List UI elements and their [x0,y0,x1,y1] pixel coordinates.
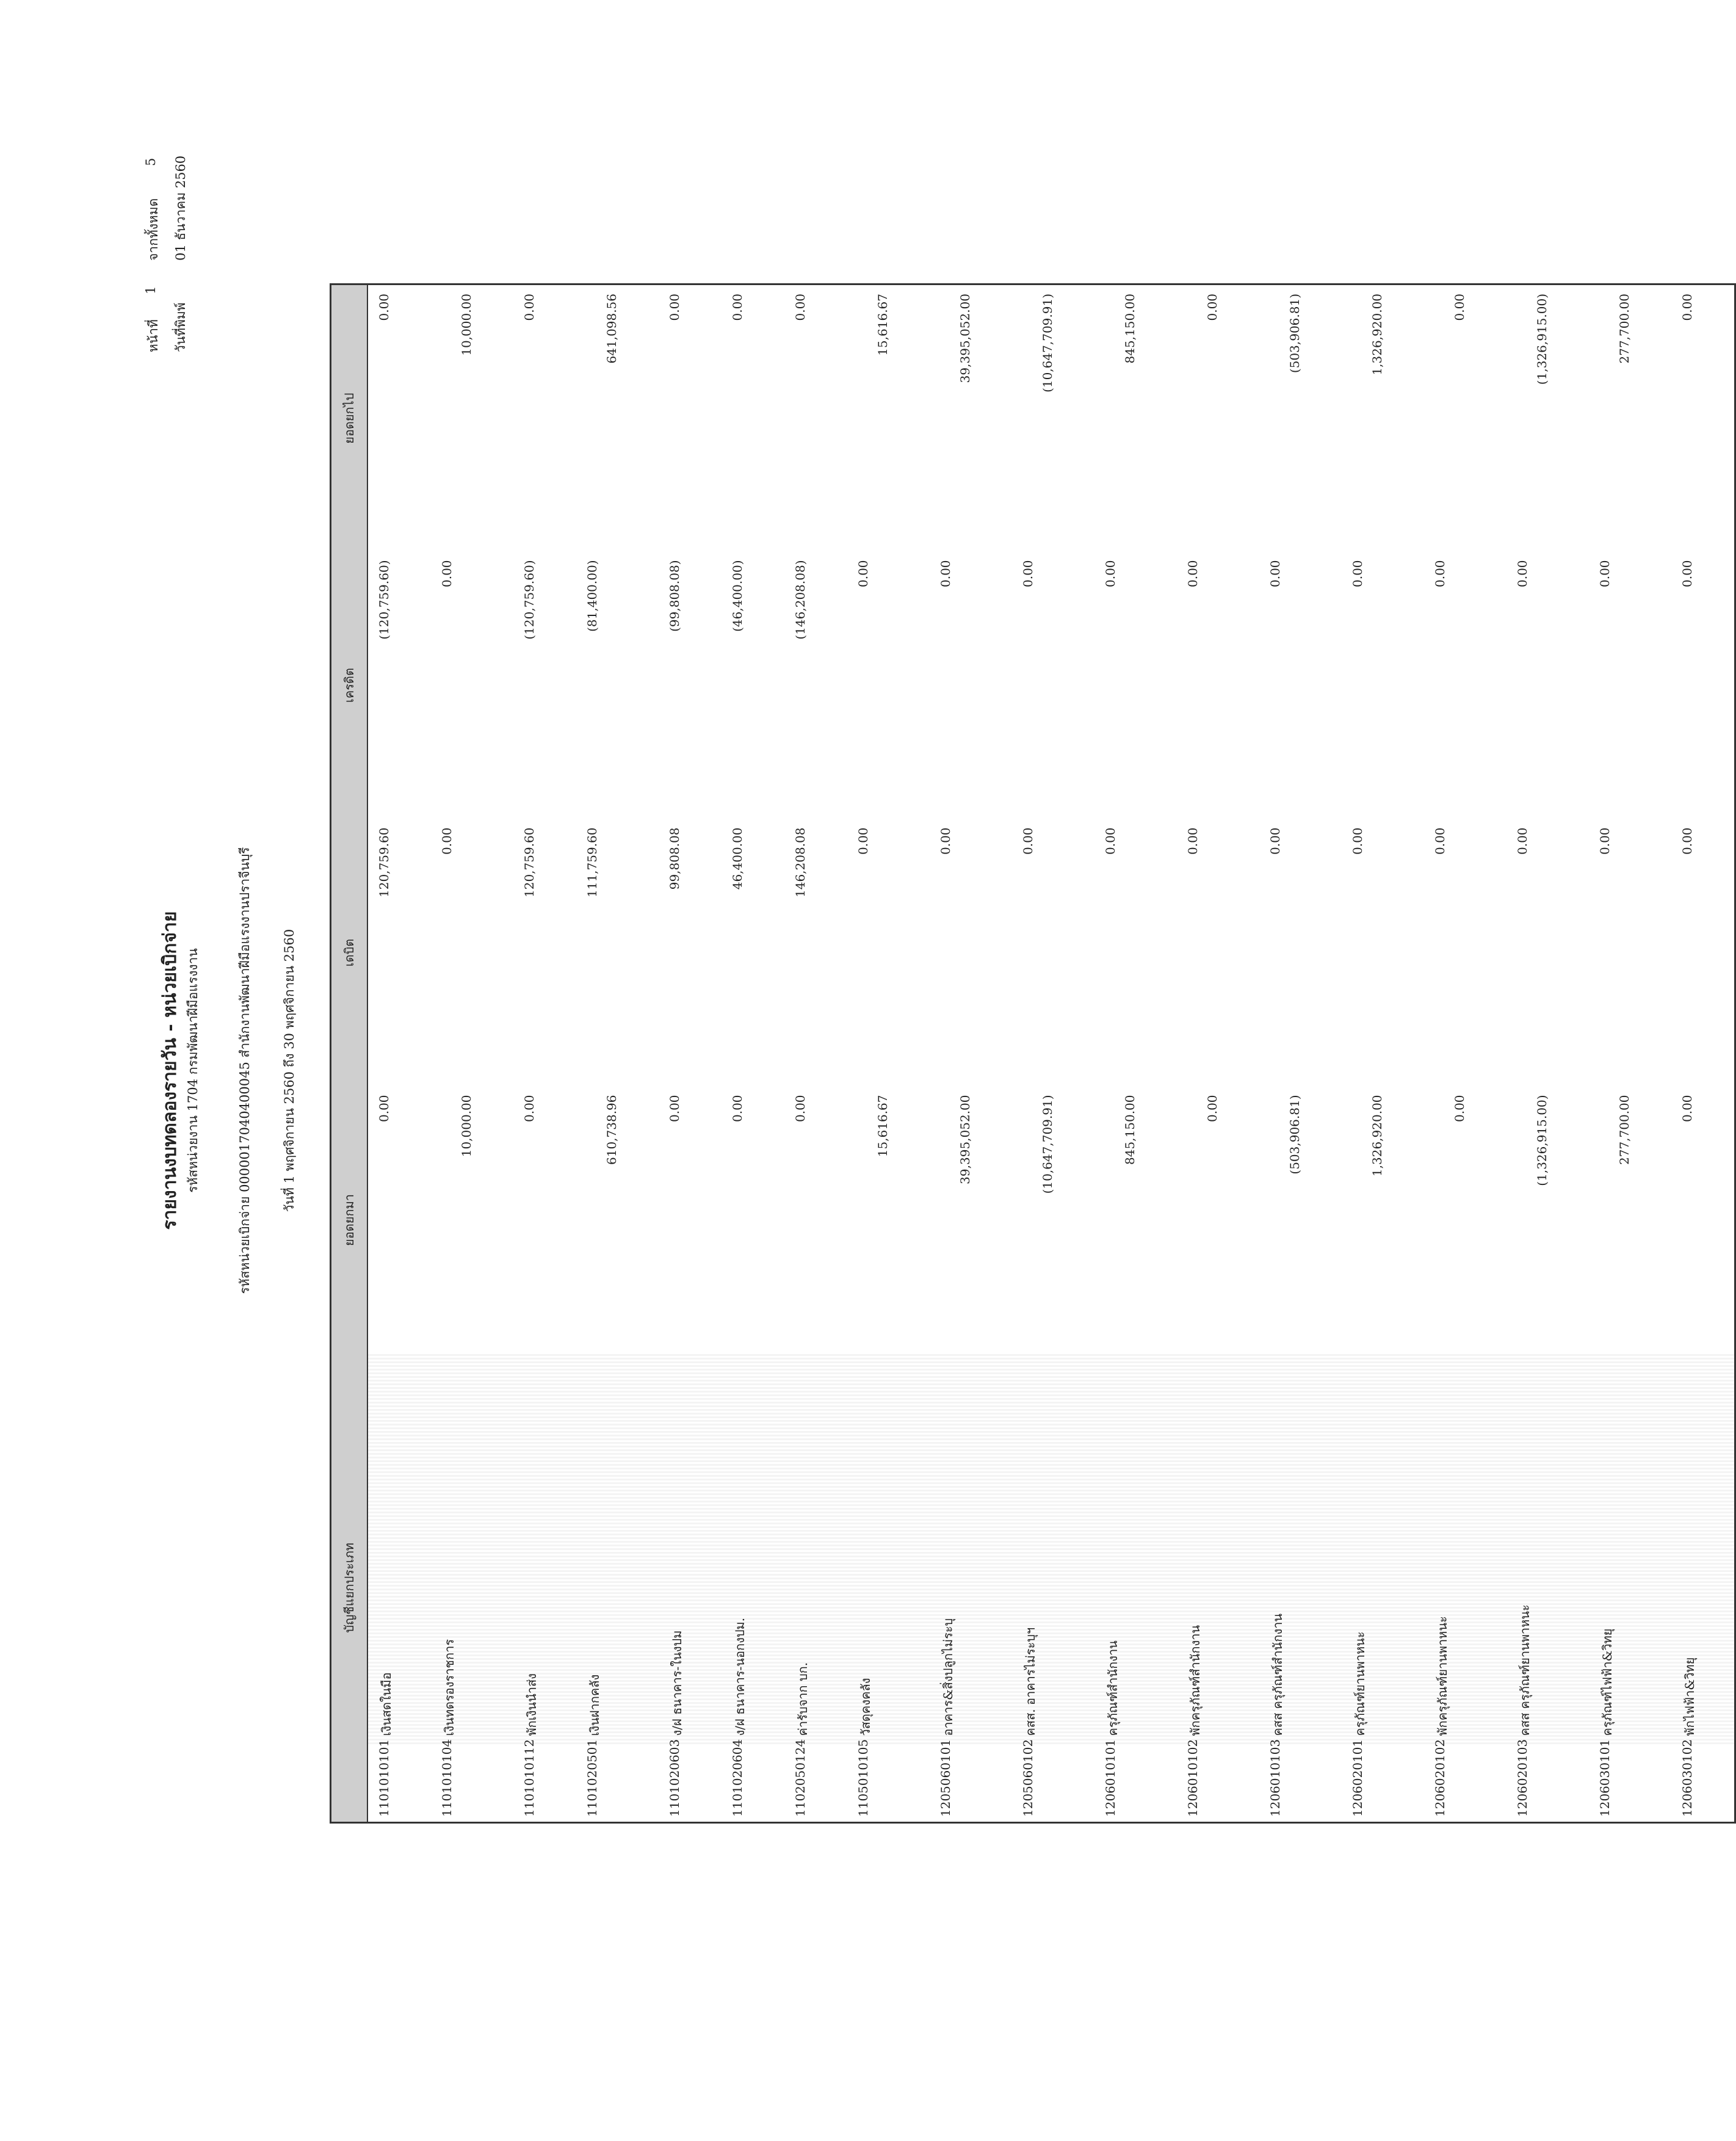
brought-forward-value: 15,616.67 [875,1095,890,1157]
debit-value: 0.00 [1185,827,1200,855]
debit-value: 146,208.08 [793,827,808,897]
date-range: วันที่ 1 พฤศจิกายน 2560 ถึง 30 พฤศจิกายน 2560 [282,929,297,1212]
debit-value: 0.00 [856,827,870,855]
table-row [1671,284,1735,1822]
table-row [722,284,784,1822]
print-date-label: วันที่พิมพ์ [173,302,188,352]
brought-forward-value: 0.00 [667,1095,682,1123]
print-date: 01 ธันวาคม 2560 [173,155,188,261]
account-name: ครุภัณฑ์ไฟฟ้า&วิทยุ [1589,1353,1671,1744]
brought-forward-value: (503,906.81) [1287,1095,1302,1175]
table-row [1094,284,1177,1822]
debit-value: 99,808.08 [667,827,682,890]
carried-forward-value: 0.00 [1680,293,1694,321]
table-body [367,284,1735,1822]
brought-forward-value: 0.00 [1452,1095,1467,1123]
account-name: เงินฝากคลัง [576,1353,659,1744]
credit-value: (46,400.00) [730,560,745,632]
brought-forward-value: 10,000.00 [459,1095,474,1157]
debit-value: 0.00 [1350,827,1365,855]
account-name: คสส ครุภัณฑ์ยานพาหนะ [1506,1353,1589,1744]
brought-forward-value: 845,150.00 [1123,1095,1137,1165]
debit-value: 0.00 [1268,827,1282,855]
col-header-debit: เดบิต [331,819,368,1086]
brought-forward-value: 0.00 [522,1095,537,1123]
account-name: เงินสดในมือ [367,1353,431,1744]
carried-forward-value: 1,326,920.00 [1370,293,1384,375]
brought-forward-value: 277,700.00 [1617,1095,1632,1165]
account-code: 1101020603 [667,1739,682,1817]
debit-value: 0.00 [439,827,454,855]
carried-forward-value: 0.00 [730,293,745,321]
brought-forward-value: (1,326,915.00) [1535,1095,1549,1186]
account-code: 1101020604 [730,1739,745,1817]
carried-forward-value: (1,326,915.00) [1535,293,1549,385]
account-code: 1206030101 [1597,1739,1612,1817]
brought-forward-value: 610,738.96 [604,1095,619,1165]
account-code: 1206020101 [1350,1739,1365,1817]
credit-value: 0.00 [1515,560,1530,588]
account-code: 1206020103 [1515,1739,1530,1817]
account-name: ครุภัณฑ์ยานพาหนะ [1342,1353,1424,1744]
credit-value: 0.00 [856,560,870,588]
trial-balance-table [330,283,1736,1824]
debit-value: 120,759.60 [522,827,537,897]
account-code: 1206010103 [1268,1739,1282,1817]
account-name: พักครุภัณฑ์สำนักงาน [1177,1353,1259,1744]
credit-value: 0.00 [1185,560,1200,588]
account-name: พักครุภัณฑ์ยานพาหนะ [1424,1353,1506,1744]
debit-value: 120,759.60 [377,827,391,897]
disbursement-unit: รหัสหน่วยเบิกจ่าย 0000017040400045 สำนักงานพัฒนาฝีมือแรงงานปราจีนบุรี [237,847,252,1294]
debit-value: 0.00 [1680,827,1694,855]
account-code: 1206010101 [1103,1739,1118,1817]
brought-forward-value: 0.00 [793,1095,808,1123]
col-header-carried-forward: ยอดยกไป [331,284,368,551]
debit-value: 0.00 [938,827,953,855]
of-label: จากทั้งหมด [146,198,161,261]
table-row [1506,284,1589,1822]
credit-value: (81,400.00) [585,560,599,632]
debit-value: 111,759.60 [585,827,599,897]
carried-forward-value: 0.00 [522,293,537,321]
carried-forward-value: (10,647,709.91) [1040,293,1055,393]
carried-forward-value: 0.00 [377,293,391,321]
credit-value: 0.00 [1433,560,1447,588]
carried-forward-value: 641,098.56 [604,293,619,364]
page-number: 1 [143,286,158,294]
brought-forward-value: 0.00 [377,1095,391,1123]
carried-forward-value: 0.00 [1452,293,1467,321]
carried-forward-value: 0.00 [793,293,808,321]
carried-forward-value: 10,000.00 [459,293,474,356]
account-name: พักไฟฟ้า&วิทยุ [1671,1353,1735,1744]
credit-value: 0.00 [1021,560,1035,588]
table-row [1342,284,1424,1822]
table-header-row [331,284,368,1822]
credit-value: 0.00 [1597,560,1612,588]
debit-value: 46,400.00 [730,827,745,890]
account-code: 1101010101 [377,1739,391,1817]
report-title: รายงานงบทดลองรายวัน - หน่วยเบิกจ่าย [159,911,181,1230]
brought-forward-value: 1,326,920.00 [1370,1095,1384,1177]
table-row [1177,284,1259,1822]
carried-forward-value: 39,395,052.00 [958,293,972,383]
table-row [1259,284,1342,1822]
table-row [930,284,1012,1822]
brought-forward-value: 0.00 [730,1095,745,1123]
col-header-credit: เครดิต [331,551,368,819]
account-name: ครุภัณฑ์สำนักงาน [1094,1353,1177,1744]
credit-value: 0.00 [1268,560,1282,588]
carried-forward-value: (503,906.81) [1287,293,1302,374]
debit-value: 0.00 [1515,827,1530,855]
page-label: หน้าที่ [146,319,161,352]
carried-forward-value: 277,700.00 [1617,293,1632,364]
account-name: อาคาร&สิ่งปลูกไม่ระบุ [930,1353,1012,1744]
debit-value: 0.00 [1021,827,1035,855]
account-name: คสส ครุภัณฑ์สำนักงาน [1259,1353,1342,1744]
credit-value: (99,808.08) [667,560,682,632]
table-row [1424,284,1506,1822]
account-code: 1105010105 [856,1739,870,1817]
debit-value: 0.00 [1597,827,1612,855]
table-row [1012,284,1094,1822]
credit-value: (120,759.60) [377,560,391,640]
col-header-account: บัญชีแยกประเภท [331,1353,368,1822]
account-name: วัสดุคงคลัง [847,1353,930,1744]
brought-forward-value: 39,395,052.00 [958,1095,972,1184]
total-pages: 5 [143,158,158,166]
brought-forward-value: 0.00 [1680,1095,1694,1123]
credit-value: (146,208.08) [793,560,808,640]
credit-value: 0.00 [938,560,953,588]
table-row [431,284,513,1822]
carried-forward-value: 845,150.00 [1123,293,1137,364]
credit-value: 0.00 [1680,560,1694,588]
credit-value: 0.00 [439,560,454,588]
brought-forward-value: 0.00 [1205,1095,1220,1123]
account-name: ค่ารับจาก บก. [784,1353,847,1744]
table-row [847,284,930,1822]
debit-value: 0.00 [1103,827,1118,855]
col-header-brought-forward: ยอดยกมา [331,1086,368,1353]
account-name: พักเงินนำส่ง [513,1353,576,1744]
account-code: 1206010102 [1185,1739,1200,1817]
table-row [659,284,722,1822]
debit-value: 0.00 [1433,827,1447,855]
account-code: 1206020102 [1433,1739,1447,1817]
credit-value: (120,759.60) [522,560,537,640]
table-row [513,284,576,1822]
table-row [784,284,847,1822]
account-code: 1102050124 [793,1739,808,1817]
table-row [1589,284,1671,1822]
account-code: 1205060102 [1021,1739,1035,1817]
account-code: 1205060101 [938,1739,953,1817]
account-name: ง/ฝ ธนาคาร-ในงปม [659,1353,722,1744]
account-name: เงินทดรองราชการ [431,1353,513,1744]
account-code: 1101020501 [585,1739,599,1817]
carried-forward-value: 0.00 [1205,293,1220,321]
account-code: 1101010104 [439,1739,454,1817]
account-name: ง/ฝ ธนาคาร-นอกงปม. [722,1353,784,1744]
credit-value: 0.00 [1350,560,1365,588]
brought-forward-value: (10,647,709.91) [1040,1095,1055,1194]
account-code: 1206030102 [1680,1739,1694,1817]
carried-forward-value: 0.00 [667,293,682,321]
carried-forward-value: 15,616.67 [875,293,890,356]
table-row [367,284,431,1822]
table-row [576,284,659,1822]
account-name: คสส. อาคารไม่ระบุฯ [1012,1353,1094,1744]
agency-code: รหัสหน่วยงาน 1704 กรมพัฒนาฝีมือแรงงาน [186,948,200,1193]
credit-value: 0.00 [1103,560,1118,588]
account-code: 1101010112 [522,1739,537,1817]
